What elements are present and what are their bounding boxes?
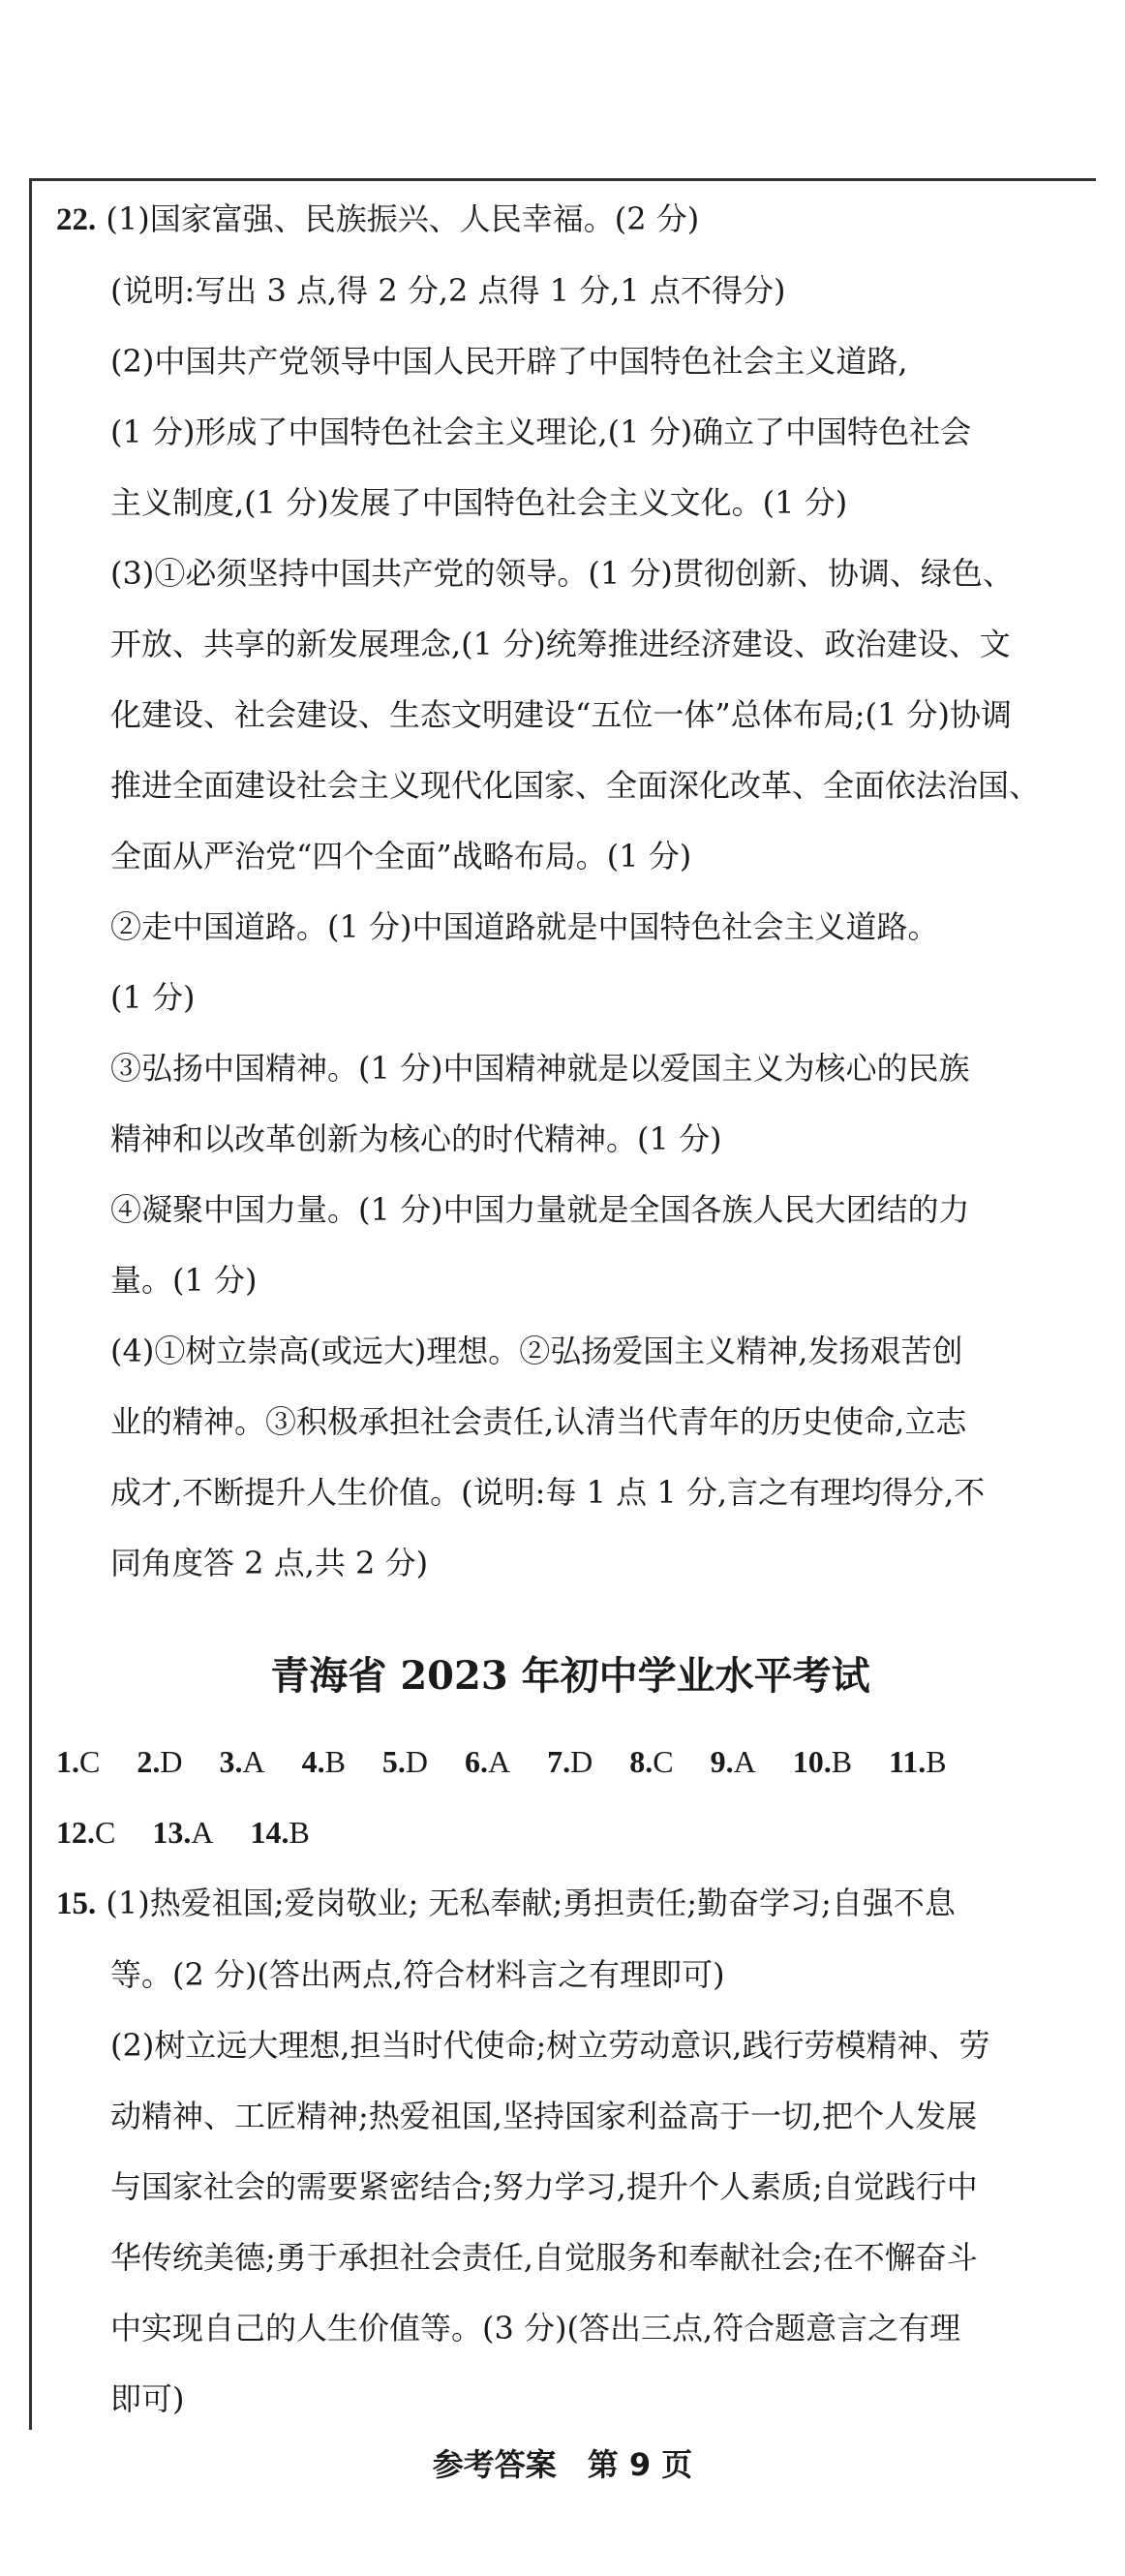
q22-line-15: 量。(1 分) xyxy=(110,1262,258,1299)
mc-number: 3. xyxy=(219,1744,243,1779)
mc-choice: C xyxy=(653,1744,674,1779)
q22-line-3: (1 分)形成了中国特色社会主义理论,(1 分)确立了中国特色社会 xyxy=(110,414,972,450)
q22-line-4: 主义制度,(1 分)发展了中国特色社会主义文化。(1 分) xyxy=(110,484,848,521)
q22-line-12: ③弘扬中国精神。(1 分)中国精神就是以爱国主义为核心的民族 xyxy=(110,1050,970,1087)
q22-line-11: (1 分) xyxy=(110,979,196,1016)
top-rule xyxy=(29,178,1096,181)
mc-answer xyxy=(56,1727,100,1797)
q22-line-18: 成才,不断提升人生价值。(说明:每 1 点 1 分,言之有理均得分,不 xyxy=(110,1474,986,1511)
mc-choice: B xyxy=(831,1744,853,1779)
mc-answer xyxy=(711,1727,756,1797)
mc-choice: B xyxy=(324,1744,346,1779)
answer-content xyxy=(56,184,1084,2435)
q22-line-17: 业的精神。③积极承担社会责任,认清当代青年的历史使命,立志 xyxy=(110,1403,967,1440)
q15-line-6: 中实现自己的人生价值等。(3 分)(答出三点,符合题意言之有理 xyxy=(110,2310,961,2346)
q15-line-0 xyxy=(56,1868,1084,1940)
mc-choice: C xyxy=(79,1744,101,1779)
mc-choice: A xyxy=(242,1744,265,1779)
q15-line-4: 与国家社会的需要紧密结合;努力学习,提升个人素质;自觉践行中 xyxy=(110,2168,978,2205)
mc-choice: C xyxy=(95,1815,116,1850)
q22-line-19: 同角度答 2 点,共 2 分) xyxy=(110,1545,429,1581)
q15-line-1: 等。(2 分)(答出两点,符合材料言之有理即可) xyxy=(110,1956,725,1993)
page-footer: 参考答案 第 9 页 xyxy=(432,2446,693,2483)
mc-answer xyxy=(465,1727,510,1797)
q15-line-3: 动精神、工匠精神;热爱祖国,坚持国家利益高于一切,把个人发展 xyxy=(110,2098,978,2134)
q22-line-5: (3)①必须坚持中国共产党的领导。(1 分)贯彻创新、协调、绿色、 xyxy=(110,555,1014,592)
mc-number: 9. xyxy=(710,1744,734,1779)
mc-choice: A xyxy=(191,1815,214,1850)
mc-answer xyxy=(250,1797,309,1868)
section-title: 青海省 2023 年初中学业水平考试 xyxy=(270,1653,870,1699)
mc-answer xyxy=(152,1797,213,1868)
mc-number: 6. xyxy=(465,1744,489,1779)
q15-number: 15. xyxy=(56,1886,97,1921)
mc-number: 1. xyxy=(56,1744,79,1779)
mc-choice: D xyxy=(405,1744,429,1779)
mc-choice: A xyxy=(488,1744,511,1779)
mc-number: 13. xyxy=(152,1815,192,1850)
q22-line-13: 精神和以改革创新为核心的时代精神。(1 分) xyxy=(110,1120,722,1157)
mc-answers-row-2 xyxy=(56,1797,1084,1868)
q22-line-10: ②走中国道路。(1 分)中国道路就是中国特色社会主义道路。 xyxy=(110,908,939,945)
q22-line-8: 推进全面建设社会主义现代化国家、全面深化改革、全面依法治国、 xyxy=(110,767,1041,804)
q22-line-1: (说明:写出 3 点,得 2 分,2 点得 1 分,1 点不得分) xyxy=(110,272,786,309)
q15-text: (1)热爱祖国;爱岗敬业; 无私奉献;勇担责任;勤奋学习;自强不息 xyxy=(106,1885,956,1921)
q22-line-0 xyxy=(56,184,1084,256)
mc-choice: A xyxy=(733,1744,756,1779)
mc-choice: D xyxy=(570,1744,593,1779)
mc-answer xyxy=(302,1727,346,1797)
mc-number: 11. xyxy=(889,1744,927,1779)
mc-choice: B xyxy=(926,1744,947,1779)
mc-answer xyxy=(889,1727,947,1797)
mc-number: 7. xyxy=(547,1744,571,1779)
q15-line-7: 即可) xyxy=(110,2380,185,2417)
q22-line-14: ④凝聚中国力量。(1 分)中国力量就是全国各族人民大团结的力 xyxy=(110,1191,970,1228)
mc-number: 2. xyxy=(137,1744,161,1779)
mc-answers-row-1 xyxy=(56,1727,1084,1797)
side-rule xyxy=(29,178,32,2430)
mc-number: 12. xyxy=(56,1815,95,1850)
q15-line-2: (2)树立远大理想,担当时代使命;树立劳动意识,践行劳模精神、劳 xyxy=(110,2027,990,2064)
mc-answer xyxy=(547,1727,593,1797)
mc-answer xyxy=(629,1727,673,1797)
mc-number: 14. xyxy=(250,1815,289,1850)
q22-number: 22. xyxy=(56,202,97,237)
q22-line-7: 化建设、社会建设、生态文明建设“五位一体”总体布局;(1 分)协调 xyxy=(110,696,1013,733)
q22-line-2: (2)中国共产党领导中国人民开辟了中国特色社会主义道路, xyxy=(110,343,908,380)
q22-line-6: 开放、共享的新发展理念,(1 分)统筹推进经济建设、政治建设、文 xyxy=(110,626,1011,662)
mc-answer xyxy=(219,1727,264,1797)
q22-text: (1)国家富强、民族振兴、人民幸福。(2 分) xyxy=(106,200,700,237)
mc-choice: D xyxy=(160,1744,183,1779)
q15-line-5: 华传统美德;勇于承担社会责任,自觉服务和奉献社会;在不懈奋斗 xyxy=(110,2239,978,2276)
mc-number: 10. xyxy=(792,1744,832,1779)
mc-number: 4. xyxy=(301,1744,325,1779)
q22-line-9: 全面从严治党“四个全面”战略布局。(1 分) xyxy=(110,838,692,874)
q22-line-16: (4)①树立崇高(或远大)理想。②弘扬爱国主义精神,发扬艰苦创 xyxy=(110,1333,963,1369)
mc-number: 8. xyxy=(629,1744,654,1779)
mc-answer xyxy=(382,1727,428,1797)
mc-answer xyxy=(793,1727,852,1797)
mc-answer xyxy=(137,1727,182,1797)
mc-choice: B xyxy=(289,1815,310,1850)
mc-answer xyxy=(56,1797,115,1868)
mc-number: 5. xyxy=(381,1744,406,1779)
